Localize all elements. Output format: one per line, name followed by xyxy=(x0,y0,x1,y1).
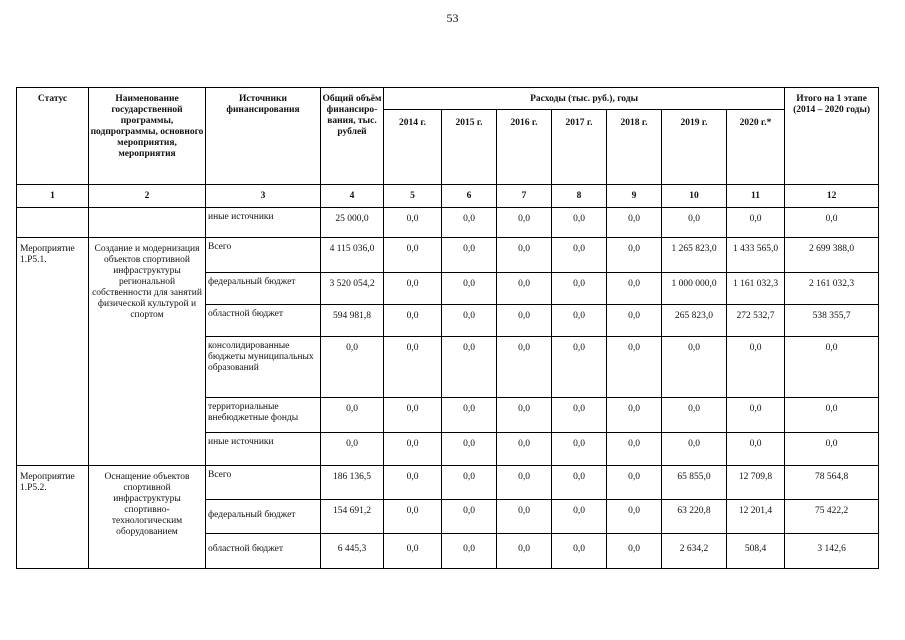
column-number: 4 xyxy=(321,185,384,208)
value-cell: 0,0 xyxy=(552,305,607,337)
header-year: 2019 г. xyxy=(662,110,727,185)
column-number: 5 xyxy=(384,185,442,208)
name-cell: Создание и модернизация объектов спортивной инфраструктуры региональной собственности для занятий физической культурой и спортом xyxy=(89,238,206,466)
total-cell: 0,0 xyxy=(321,433,384,466)
stage-total-cell: 78 564,8 xyxy=(785,466,879,500)
source-cell: Всего xyxy=(206,466,321,500)
value-cell: 0,0 xyxy=(662,433,727,466)
header-sources: Источники финансирования xyxy=(206,88,321,185)
header-name: Наименование государственной программы, подпрограммы, основного мероприятия, мероприятия xyxy=(89,88,206,185)
name-cell xyxy=(89,208,206,238)
value-cell: 0,0 xyxy=(384,337,442,398)
total-cell: 186 136,5 xyxy=(321,466,384,500)
value-cell: 0,0 xyxy=(497,208,552,238)
header-year: 2018 г. xyxy=(607,110,662,185)
status-cell: Мероприятие 1.Р5.1. xyxy=(17,238,89,466)
value-cell: 12 709,8 xyxy=(727,466,785,500)
value-cell: 0,0 xyxy=(497,500,552,534)
value-cell: 0,0 xyxy=(384,500,442,534)
column-number: 3 xyxy=(206,185,321,208)
value-cell: 0,0 xyxy=(497,433,552,466)
stage-total-cell: 2 161 032,3 xyxy=(785,273,879,305)
value-cell: 265 823,0 xyxy=(662,305,727,337)
value-cell: 0,0 xyxy=(607,433,662,466)
value-cell: 0,0 xyxy=(607,500,662,534)
source-cell: территориальные внебюджетные фонды xyxy=(206,398,321,433)
value-cell: 0,0 xyxy=(662,337,727,398)
total-cell: 594 981,8 xyxy=(321,305,384,337)
total-cell: 0,0 xyxy=(321,337,384,398)
source-cell: Всего xyxy=(206,238,321,273)
stage-total-cell: 0,0 xyxy=(785,433,879,466)
value-cell: 0,0 xyxy=(607,398,662,433)
value-cell: 0,0 xyxy=(497,305,552,337)
value-cell: 0,0 xyxy=(552,398,607,433)
value-cell: 0,0 xyxy=(442,337,497,398)
value-cell: 0,0 xyxy=(384,466,442,500)
value-cell: 0,0 xyxy=(442,500,497,534)
value-cell: 0,0 xyxy=(384,238,442,273)
column-number: 6 xyxy=(442,185,497,208)
value-cell: 65 855,0 xyxy=(662,466,727,500)
value-cell: 0,0 xyxy=(727,208,785,238)
column-number: 11 xyxy=(727,185,785,208)
value-cell: 0,0 xyxy=(607,238,662,273)
value-cell: 0,0 xyxy=(384,305,442,337)
value-cell: 0,0 xyxy=(442,398,497,433)
total-cell: 0,0 xyxy=(321,398,384,433)
status-cell xyxy=(17,208,89,238)
value-cell: 0,0 xyxy=(607,208,662,238)
header-year: 2016 г. xyxy=(497,110,552,185)
status-cell: Мероприятие 1.Р5.2. xyxy=(17,466,89,569)
column-number: 9 xyxy=(607,185,662,208)
column-number: 7 xyxy=(497,185,552,208)
source-cell: консолидированные бюджеты муниципальных образований xyxy=(206,337,321,398)
value-cell: 1 433 565,0 xyxy=(727,238,785,273)
value-cell: 12 201,4 xyxy=(727,500,785,534)
total-cell: 6 445,3 xyxy=(321,534,384,569)
value-cell: 0,0 xyxy=(497,273,552,305)
stage-total-cell: 0,0 xyxy=(785,337,879,398)
name-cell: Оснащение объектов спортивной инфраструктуры спортивно-технологическим оборудованием xyxy=(89,466,206,569)
source-cell: федеральный бюджет xyxy=(206,500,321,534)
value-cell: 0,0 xyxy=(727,398,785,433)
column-number: 1 xyxy=(17,185,89,208)
column-number: 2 xyxy=(89,185,206,208)
column-number: 8 xyxy=(552,185,607,208)
header-total: Общий объём финансиро-вания, тыс. рублей xyxy=(321,88,384,185)
value-cell: 0,0 xyxy=(552,433,607,466)
value-cell: 0,0 xyxy=(442,273,497,305)
value-cell: 272 532,7 xyxy=(727,305,785,337)
value-cell: 508,4 xyxy=(727,534,785,569)
total-cell: 25 000,0 xyxy=(321,208,384,238)
financing-table xyxy=(16,87,879,569)
value-cell: 0,0 xyxy=(552,238,607,273)
value-cell: 0,0 xyxy=(384,534,442,569)
total-cell: 154 691,2 xyxy=(321,500,384,534)
header-year: 2014 г. xyxy=(384,110,442,185)
table-row xyxy=(17,466,879,500)
value-cell: 0,0 xyxy=(497,466,552,500)
value-cell: 0,0 xyxy=(442,208,497,238)
total-cell: 4 115 036,0 xyxy=(321,238,384,273)
value-cell: 0,0 xyxy=(607,534,662,569)
value-cell: 0,0 xyxy=(442,534,497,569)
page-number: 53 xyxy=(446,11,459,25)
value-cell: 0,0 xyxy=(552,273,607,305)
column-number-row xyxy=(17,185,879,208)
value-cell: 0,0 xyxy=(552,534,607,569)
stage-total-cell: 0,0 xyxy=(785,208,879,238)
value-cell: 0,0 xyxy=(384,208,442,238)
total-cell: 3 520 054,2 xyxy=(321,273,384,305)
value-cell: 0,0 xyxy=(552,208,607,238)
table-row xyxy=(17,208,879,238)
header-year: 2015 г. xyxy=(442,110,497,185)
value-cell: 1 265 823,0 xyxy=(662,238,727,273)
source-cell: областной бюджет xyxy=(206,305,321,337)
value-cell: 0,0 xyxy=(442,305,497,337)
value-cell: 0,0 xyxy=(497,238,552,273)
column-number: 10 xyxy=(662,185,727,208)
value-cell: 0,0 xyxy=(607,466,662,500)
value-cell: 1 000 000,0 xyxy=(662,273,727,305)
value-cell: 0,0 xyxy=(662,398,727,433)
value-cell: 0,0 xyxy=(607,337,662,398)
value-cell: 0,0 xyxy=(607,305,662,337)
value-cell: 0,0 xyxy=(552,466,607,500)
value-cell: 0,0 xyxy=(442,433,497,466)
value-cell: 0,0 xyxy=(727,433,785,466)
value-cell: 0,0 xyxy=(497,534,552,569)
header-year: 2020 г.* xyxy=(727,110,785,185)
value-cell: 0,0 xyxy=(442,238,497,273)
stage-total-cell: 0,0 xyxy=(785,398,879,433)
stage-total-cell: 3 142,6 xyxy=(785,534,879,569)
column-number: 12 xyxy=(785,185,879,208)
table-row xyxy=(17,238,879,273)
value-cell: 0,0 xyxy=(727,337,785,398)
value-cell: 63 220,8 xyxy=(662,500,727,534)
header-expenses: Расходы (тыс. руб.), годы xyxy=(384,88,785,110)
value-cell: 0,0 xyxy=(497,398,552,433)
header-stage-total: Итого на 1 этапе (2014 – 2020 годы) xyxy=(785,88,879,185)
value-cell: 2 634,2 xyxy=(662,534,727,569)
value-cell: 0,0 xyxy=(384,398,442,433)
stage-total-cell: 75 422,2 xyxy=(785,500,879,534)
source-cell: федеральный бюджет xyxy=(206,273,321,305)
value-cell: 0,0 xyxy=(552,500,607,534)
value-cell: 0,0 xyxy=(552,337,607,398)
source-cell: иные источники xyxy=(206,433,321,466)
value-cell: 0,0 xyxy=(384,273,442,305)
value-cell: 0,0 xyxy=(497,337,552,398)
source-cell: иные источники xyxy=(206,208,321,238)
value-cell: 0,0 xyxy=(442,466,497,500)
source-cell: областной бюджет xyxy=(206,534,321,569)
value-cell: 0,0 xyxy=(662,208,727,238)
value-cell: 0,0 xyxy=(607,273,662,305)
header-status: Статус xyxy=(17,88,89,185)
value-cell: 1 161 032,3 xyxy=(727,273,785,305)
header-year: 2017 г. xyxy=(552,110,607,185)
value-cell: 0,0 xyxy=(384,433,442,466)
stage-total-cell: 2 699 388,0 xyxy=(785,238,879,273)
stage-total-cell: 538 355,7 xyxy=(785,305,879,337)
